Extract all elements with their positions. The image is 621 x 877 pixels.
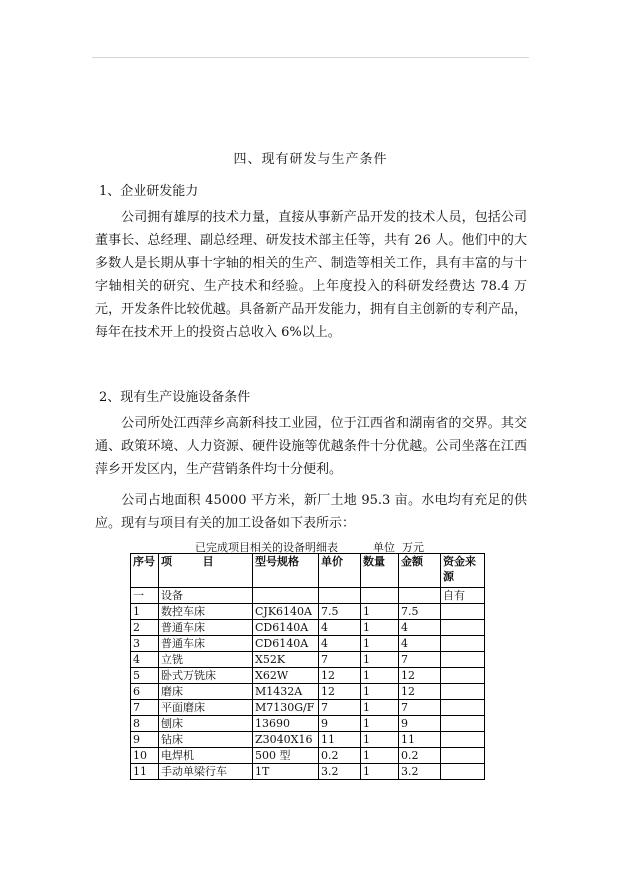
table-cell: 4 [319,636,361,652]
equipment-table [130,553,485,780]
table-cell: 钻床 [159,732,253,748]
header-rule [92,57,529,58]
table-cell: 1 [361,636,399,652]
table-cell: CD6140A [253,636,319,652]
table-cell: 3 [131,636,159,652]
table-cell: 刨床 [159,716,253,732]
table-cell: 普通车床 [159,636,253,652]
table-cell: CD6140A [253,620,319,636]
table-cell: 10 [131,748,159,764]
table-cell: 电焊机 [159,748,253,764]
table-cell [253,588,319,604]
table-cell: 9 [399,716,441,732]
table-cell: 11 [131,764,159,780]
table-cell [441,652,485,668]
table-cell: 8 [131,716,159,732]
table-cell: X62W [253,668,319,684]
table-cell: 5 [131,668,159,684]
table-row [131,716,485,732]
table-cell [441,620,485,636]
table-cell [399,588,441,604]
table-caption: 已完成项目相关的设备明细表 单位 万元 [195,541,424,554]
table-cell: 9 [319,716,361,732]
header-cell: 数量 [361,554,399,588]
table-row [131,588,485,604]
paragraph-land: 公司占地面积 45000 平方米，新厂土地 95.3 亩。水电均有充足的供应。现有与项目有关的加工设备如下表所示： [95,493,527,531]
table-cell: 1 [361,668,399,684]
table-body [131,588,485,780]
table-cell: 12 [399,684,441,700]
table-cell: 11 [399,732,441,748]
table-cell: 3.2 [399,764,441,780]
section-heading-facilities: 2、现有生产设施设备条件 [99,390,251,405]
table-cell: 数控车床 [159,604,253,620]
table-cell [441,636,485,652]
table-cell: 1T [253,764,319,780]
table-cell: 7 [131,700,159,716]
table-cell: 4 [131,652,159,668]
table-cell: 3.2 [319,764,361,780]
table-cell: 7 [319,652,361,668]
table-cell: 7 [399,652,441,668]
table-cell: 7.5 [399,604,441,620]
table-cell: 1 [361,764,399,780]
header-cell: 金额 [399,554,441,588]
table-cell: 1 [361,716,399,732]
table-cell: 4 [399,620,441,636]
table-header-row [131,554,485,588]
table-cell: 13690 [253,716,319,732]
table-cell: 7 [399,700,441,716]
table-cell: 手动单梁行车 [159,764,253,780]
header-cell: 资金来源 [441,554,485,588]
table-cell [441,716,485,732]
table-cell: 11 [319,732,361,748]
table-row [131,652,485,668]
table-cell: 设备 [159,588,253,604]
table-cell: 4 [319,620,361,636]
header-cell: 单价 [319,554,361,588]
table-cell [441,764,485,780]
header-cell: 项 目 [159,554,253,588]
table-cell: Z3040X16 [253,732,319,748]
table-cell: M1432A [253,684,319,700]
table-cell: 普通车床 [159,620,253,636]
table-cell: 500 型 [253,748,319,764]
table-cell [441,604,485,620]
section-heading-rd: 1、企业研发能力 [99,184,199,199]
table-cell: X52K [253,652,319,668]
table-row [131,620,485,636]
table-cell: 6 [131,684,159,700]
page-title: 四、现有研发与生产条件 [233,152,388,167]
table-cell: CJK6140A [253,604,319,620]
table-cell: 1 [131,604,159,620]
table-cell [441,732,485,748]
table-cell [441,748,485,764]
table-cell: 7 [319,700,361,716]
table-row [131,668,485,684]
table-row [131,748,485,764]
table-cell: 12 [319,684,361,700]
table-cell [441,668,485,684]
table-cell: 1 [361,652,399,668]
table-cell: 1 [361,748,399,764]
table-cell: 7.5 [319,604,361,620]
table-cell: 0.2 [319,748,361,764]
table-row [131,700,485,716]
table-cell: 1 [361,700,399,716]
table-cell: 卧式万铣床 [159,668,253,684]
table-cell: 磨床 [159,684,253,700]
table-cell: M7130G/F [253,700,319,716]
table-row [131,684,485,700]
table-cell [319,588,361,604]
table-cell: 自有 [441,588,485,604]
table-cell: 12 [399,668,441,684]
table-cell: 平面磨床 [159,700,253,716]
table-cell: 1 [361,604,399,620]
table-cell: 12 [319,668,361,684]
paragraph-location: 公司所处江西萍乡高新科技工业园，位于江西省和湖南省的交界。其交通、政策环境、人力资源、硬件设施等优越条件十分优越。公司坐落在江西萍乡开发区内，生产营销条件均十分便利。 [95,416,527,477]
header-cell: 序号 [131,554,159,588]
paragraph-rd: 公司拥有雄厚的技术力量，直接从事新产品开发的技术人员，包括公司董事长、总经理、副总经理、研发技术部主任等，共有 26 人。他们中的大多数人是长期从事十字轴的相关的生产、制造等相关工作，具有丰富的与十字轴相关的研究、生产技术和经验。上年度投入的科研发经费达 78.4 万元，开发条件比较优越。具备新产品开发能力，拥有自主创新的专利产品，每年在技术开上的投资占总收入 6%以上。 [95,210,527,340]
table-cell [361,588,399,604]
table-row [131,732,485,748]
table-cell [441,700,485,716]
table-cell: 9 [131,732,159,748]
table-cell: 1 [361,620,399,636]
table-row [131,636,485,652]
table-cell: 4 [399,636,441,652]
table-cell: 1 [361,684,399,700]
table-cell: 0.2 [399,748,441,764]
table-cell: 1 [361,732,399,748]
table-cell [441,684,485,700]
table-row [131,604,485,620]
table-row [131,764,485,780]
table-cell: 立铣 [159,652,253,668]
table-cell: 一 [131,588,159,604]
table-cell: 2 [131,620,159,636]
header-cell: 型号规格 [253,554,319,588]
